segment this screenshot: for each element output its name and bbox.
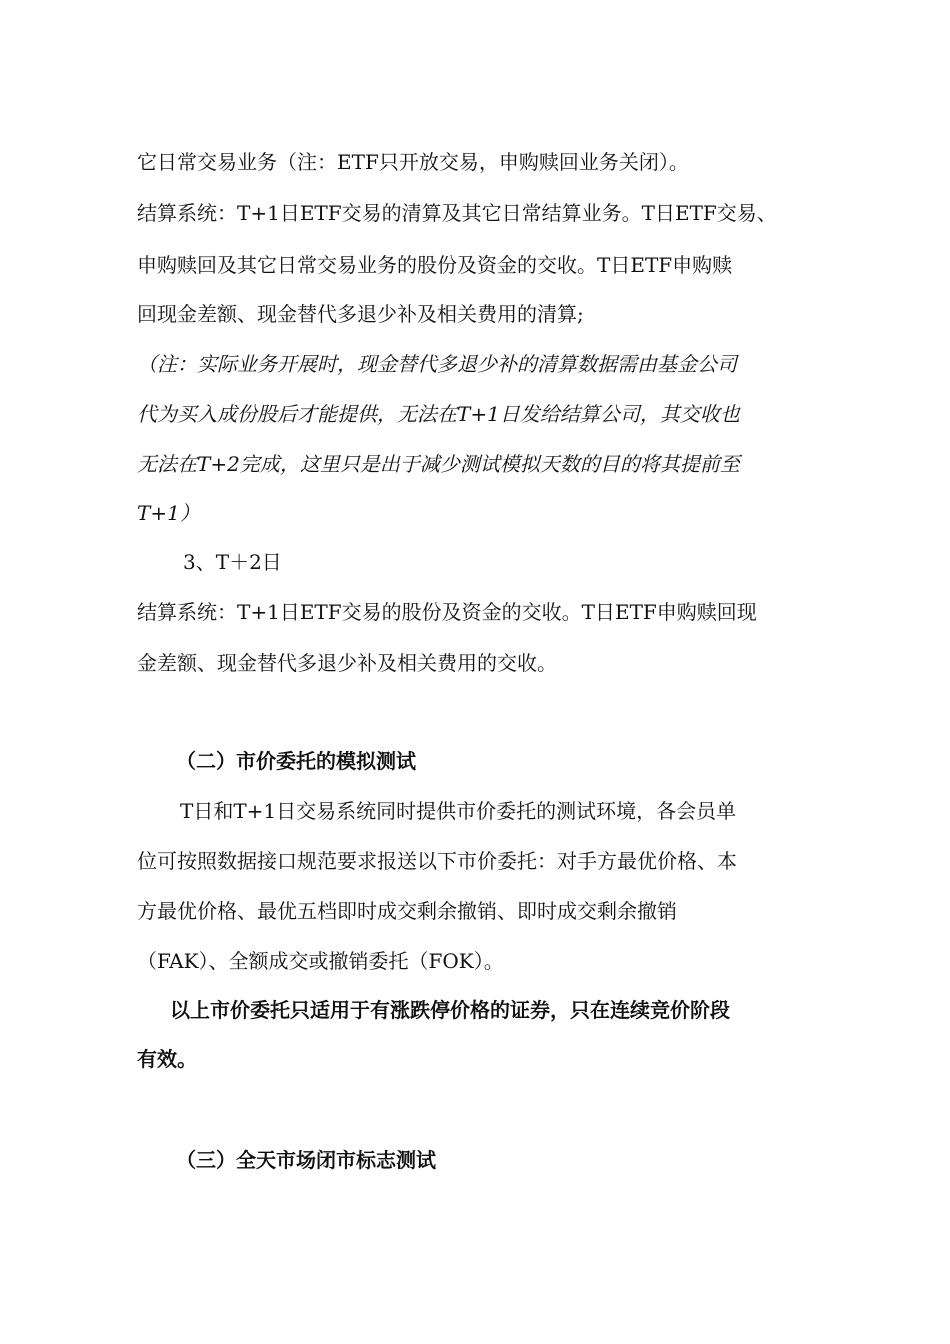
paragraph-line: 申购赎回及其它日常交易业务的股份及资金的交收。T日ETF申购赎 <box>137 253 733 277</box>
list-item-t2: 3、T＋2日 <box>183 550 282 574</box>
note-line: 无法在T+2完成，这里只是出于减少测试模拟天数的目的将其提前至 <box>137 452 740 476</box>
section-heading-3: （三）全天市场闭市标志测试 <box>176 1148 436 1172</box>
paragraph-line: 金差额、现金替代多退少补及相关费用的交收。 <box>137 651 557 675</box>
paragraph-line: T日和T+1日交易系统同时提供市价委托的测试环境，各会员单 <box>180 799 737 823</box>
section-heading-2: （二）市价委托的模拟测试 <box>176 749 416 773</box>
paragraph-line: 方最优价格、最优五档即时成交剩余撤销、即时成交剩余撤销 <box>137 899 677 923</box>
bold-paragraph-line: 以上市价委托只适用于有涨跌停价格的证券，只在连续竞价阶段 <box>170 998 730 1022</box>
paragraph-line: 回现金差额、现金替代多退少补及相关费用的清算; <box>137 302 584 326</box>
paragraph-line: 结算系统：T+1日ETF交易的清算及其它日常结算业务。T日ETF交易、 <box>137 201 777 225</box>
paragraph-line: （FAK）、全额成交或撤销委托（FOK）。 <box>137 949 504 973</box>
paragraph-line: 位可按照数据接口规范要求报送以下市价委托：对手方最优价格、本 <box>137 849 737 873</box>
paragraph-line: 它日常交易业务（注：ETF只开放交易，申购赎回业务关闭）。 <box>137 150 689 174</box>
note-line: T+1） <box>137 501 200 525</box>
bold-paragraph-line: 有效。 <box>137 1047 197 1071</box>
note-line: （注：实际业务开展时，现金替代多退少补的清算数据需由基金公司 <box>137 352 737 376</box>
paragraph-line: 结算系统：T+1日ETF交易的股份及资金的交收。T日ETF申购赎回现 <box>137 600 757 624</box>
note-line: 代为买入成份股后才能提供，无法在T+1日发给结算公司，其交收也 <box>137 402 740 426</box>
